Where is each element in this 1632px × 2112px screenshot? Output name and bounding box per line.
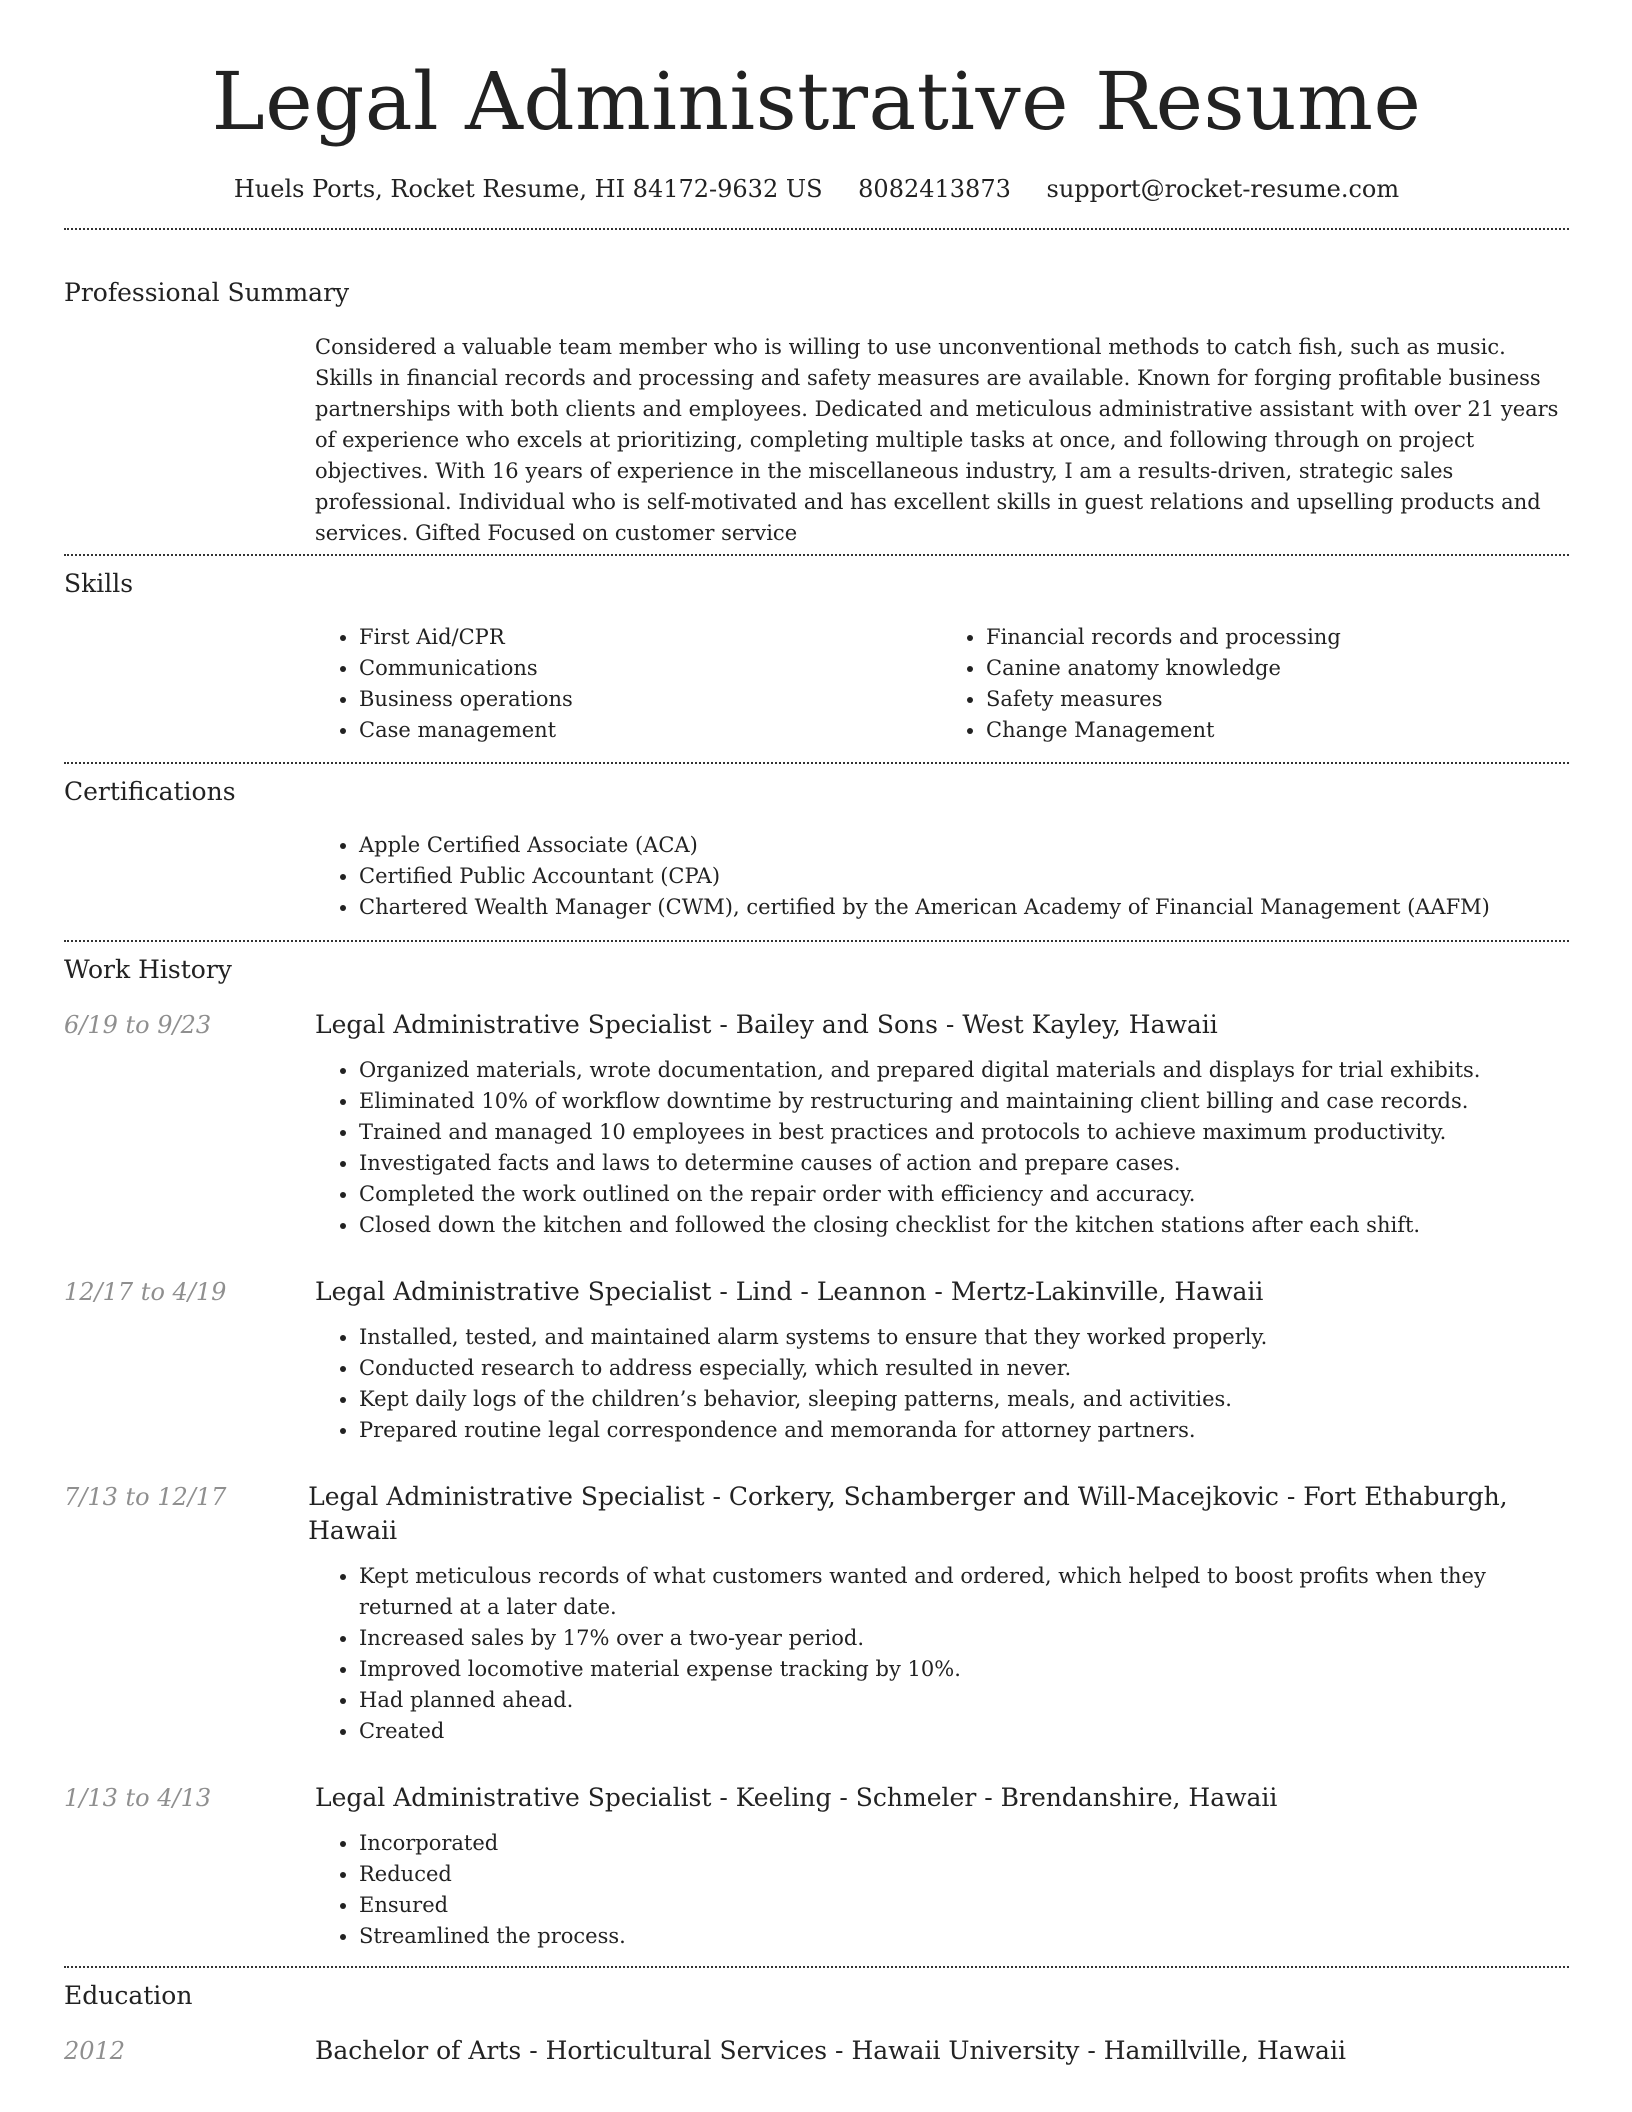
work-bullet: • Incorporated: [359, 1828, 1569, 1859]
work-date: 6/19 to 9/23: [64, 1011, 212, 1039]
divider: [64, 554, 1569, 556]
work-bullet: • Increased sales by 17% over a two-year period.: [359, 1623, 1569, 1654]
work-bullet: • Streamlined the process.: [359, 1921, 1569, 1952]
section-heading-work-history: Work History: [64, 955, 232, 984]
summary-text: Considered a valuable team member who is willing to use unconventional methods to catch fish, such as music. Skills in financial records and processing and safety measures are available. Known for forging profitable business partnerships with both clients and employees. Dedicated and meticulous administrative assistant with over 21 years of experience who excels at prioritizing, completing multiple tasks at once, and following through on project objectives. With 16 years of experience in the miscellaneous industry, I am a results-driven, strategic sales professional. Individual who is self-motivated and has excellent skills in guest relations and upselling products and services. Gifted Focused on customer service: [315, 335, 1559, 545]
work-bullet: • Completed the work outlined on the repair order with efficiency and accuracy.: [359, 1179, 1569, 1210]
work-bullets: [315, 1322, 1569, 1446]
work-bullet: • Reduced: [359, 1859, 1569, 1890]
work-date: 7/13 to 12/17: [64, 1483, 227, 1511]
certification-item: • Certified Public Accountant (CPA): [359, 861, 1569, 892]
work-entry: [64, 1480, 1569, 1747]
education-title: Bachelor of Arts - Horticultural Services - Hawaii University - Hamillville, Hawaii: [315, 2036, 1346, 2065]
contact-line: [64, 172, 1569, 206]
work-date: 1/13 to 4/13: [64, 1784, 212, 1812]
work-bullet: • Kept meticulous records of what customers wanted and ordered, which helped to boost profits when they returned at a later date.: [359, 1561, 1569, 1623]
work-title: Legal Administrative Specialist - Keeling - Schmeler - Brendanshire, Hawaii: [315, 1783, 1278, 1812]
work-bullet: • Improved locomotive material expense tracking by 10%.: [359, 1654, 1569, 1685]
work-entry: [64, 1275, 1569, 1446]
work-bullet: • Closed down the kitchen and followed the closing checklist for the kitchen stations after each shift.: [359, 1210, 1569, 1241]
skill-item: • Canine anatomy knowledge: [986, 653, 1569, 684]
work-bullet: • Trained and managed 10 employees in best practices and protocols to achieve maximum productivity.: [359, 1117, 1569, 1148]
work-bullet: • Installed, tested, and maintained alarm systems to ensure that they worked properly.: [359, 1322, 1569, 1353]
work-entry: [64, 1781, 1569, 1952]
skill-item: • Communications: [359, 653, 942, 684]
certifications-list: [315, 830, 1569, 923]
education-date: 2012: [64, 2037, 126, 2065]
work-bullet: • Conducted research to address especially, which resulted in never.: [359, 1353, 1569, 1384]
work-bullet: • Had planned ahead.: [359, 1685, 1569, 1716]
contact-email: support@rocket-resume.com: [1046, 175, 1400, 203]
work-entry-header: [64, 1008, 1569, 1042]
work-bullet: • Ensured: [359, 1890, 1569, 1921]
work-entry-header: [64, 1275, 1569, 1309]
skills-column-right: [942, 622, 1569, 746]
work-bullet: • Created: [359, 1716, 1569, 1747]
skill-item: • Business operations: [359, 684, 942, 715]
section-heading-summary: Professional Summary: [64, 278, 350, 307]
skill-item: • Case management: [359, 715, 942, 746]
work-date: 12/17 to 4/19: [64, 1278, 227, 1306]
work-bullet: • Investigated facts and laws to determine causes of action and prepare cases.: [359, 1148, 1569, 1179]
divider: [64, 762, 1569, 764]
resume-title: Legal Administrative Resume: [211, 55, 1422, 148]
contact-address: Huels Ports, Rocket Resume, HI 84172-9632 US: [233, 175, 823, 203]
certification-item: • Chartered Wealth Manager (CWM), certified by the American Academy of Financial Management (AAFM): [359, 892, 1569, 923]
resume-page: [64, 0, 1569, 2068]
skill-item: • Safety measures: [986, 684, 1569, 715]
skill-item: • Change Management: [986, 715, 1569, 746]
work-entry-header: [64, 1781, 1569, 1815]
work-bullets: [315, 1828, 1569, 1952]
contact-phone: 8082413873: [858, 175, 1011, 203]
skill-item: • First Aid/CPR: [359, 622, 942, 653]
skills-list: [315, 622, 1569, 746]
work-bullet: • Kept daily logs of the children’s behavior, sleeping patterns, meals, and activities.: [359, 1384, 1569, 1415]
education-entry: [64, 2034, 1569, 2068]
work-bullets: [315, 1055, 1569, 1241]
work-entry: [64, 1008, 1569, 1241]
work-title: Legal Administrative Specialist - Corkery, Schamberger and Will-Macejkovic - Fort Ethaburgh, Hawaii: [308, 1482, 1508, 1545]
work-bullets: [315, 1561, 1569, 1747]
work-entry-header: [64, 1480, 1569, 1548]
work-bullet: • Prepared routine legal correspondence and memoranda for attorney partners.: [359, 1415, 1569, 1446]
divider: [64, 1966, 1569, 1968]
skill-item: • Financial records and processing: [986, 622, 1569, 653]
divider: [64, 228, 1569, 230]
work-bullet: • Eliminated 10% of workflow downtime by restructuring and maintaining client billing and case records.: [359, 1086, 1569, 1117]
section-heading-skills: Skills: [64, 569, 134, 598]
work-title: Legal Administrative Specialist - Lind - Leannon - Mertz-Lakinville, Hawaii: [315, 1277, 1264, 1306]
skills-column-left: [315, 622, 942, 746]
certification-item: • Apple Certified Associate (ACA): [359, 830, 1569, 861]
work-bullet: • Organized materials, wrote documentation, and prepared digital materials and displays for trial exhibits.: [359, 1055, 1569, 1086]
section-heading-education: Education: [64, 1981, 193, 2010]
work-title: Legal Administrative Specialist - Bailey and Sons - West Kayley, Hawaii: [315, 1010, 1218, 1039]
section-heading-certifications: Certifications: [64, 777, 236, 806]
divider: [64, 940, 1569, 942]
